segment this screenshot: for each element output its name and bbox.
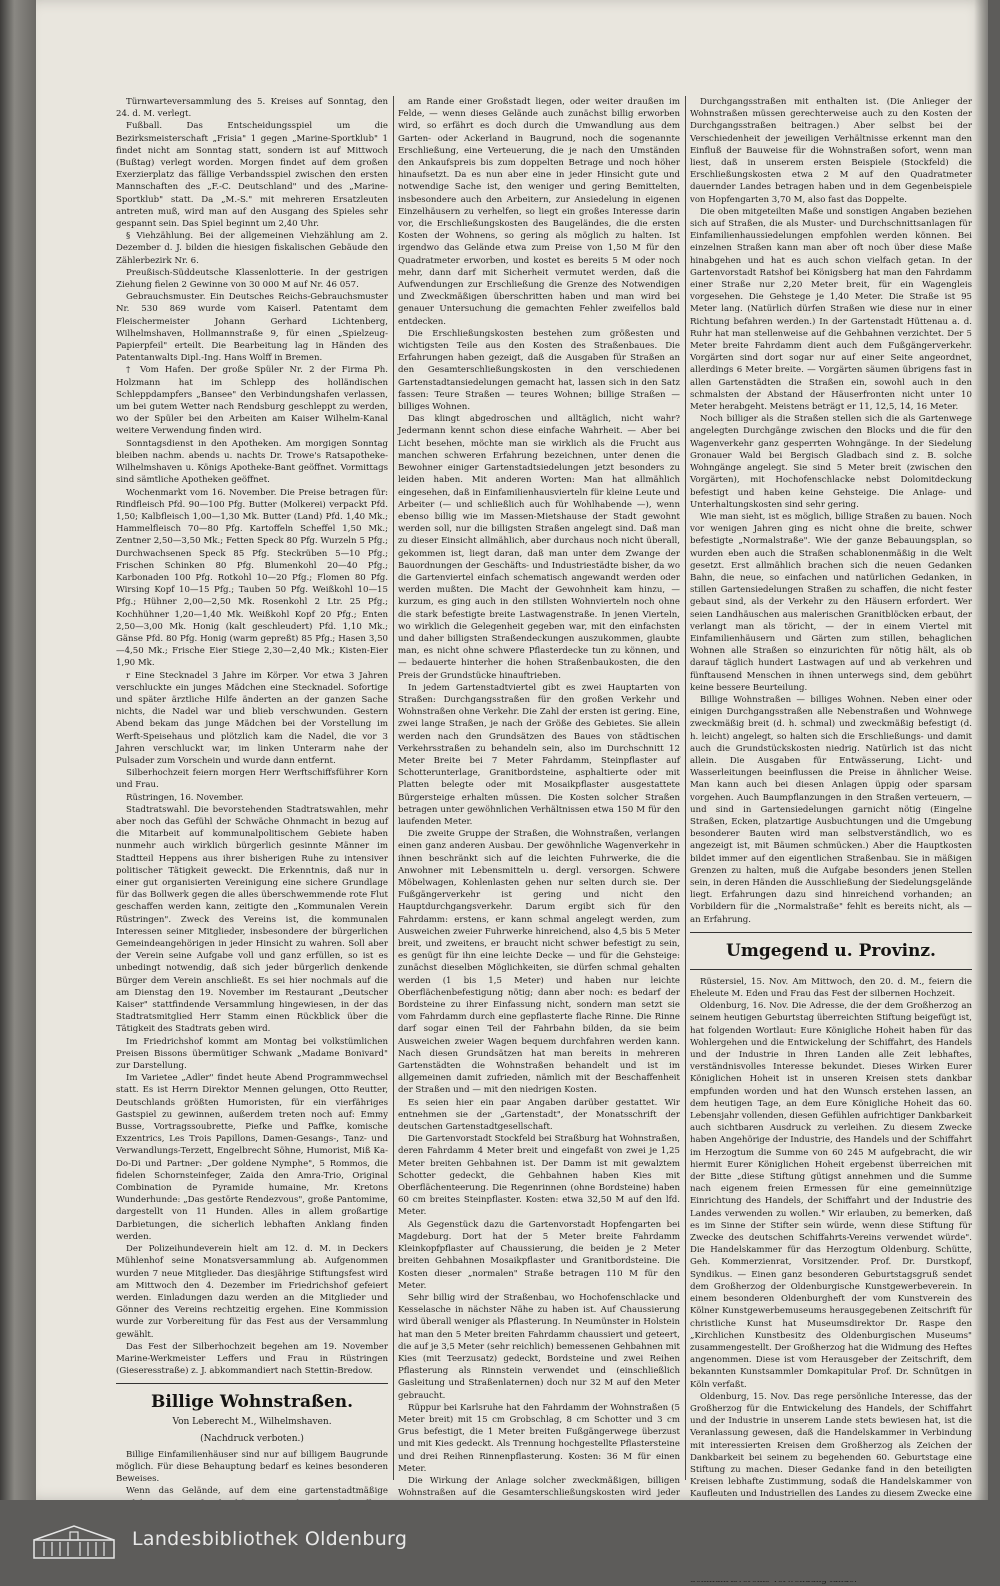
paragraph: Rüppur bei Karlsruhe hat den Fahrdamm der Wohnstraßen (5 Meter breit) mit 15 cm Grobschlag, 8 cm Schotter und 3 cm Grus befestigt, die 1 Meter breiten Fußgängerwege überzust und mit Kies gedeckt. Als Trennung hochgestellte Pflastersteine und drei Reihen Rinnenpflasterung. Kosten: 36 M für einen Meter.: [398, 1402, 680, 1474]
article-title: Billige Wohnstraßen.: [151, 1392, 353, 1413]
column-rule-2: [685, 96, 686, 1480]
column-3: [690, 96, 972, 1500]
column-rule-1: [393, 96, 394, 1480]
paragraph: Oldenburg, 15. Nov. Das rege persönliche Interesse, das der Großherzog für die Entwickelung des Handels, der Schiffahrt und der Industrie in unserem Lande stets bewiesen hat, ist die Veranlassung gewesen, daß die Handelskammer in Verbindung mit interessierten Kreisen dem Großherzog als Zeichen der Dankbarkeit bei seinem zu begehenden 60. Geburtstage eine Stiftung zu machen. Dieser Gedanke fand in den beteiligten Kreisen lebhafte Zustimmung, sodaß die Handelskammer von Kaufleuten und Industriellen des Landes zu diesem Zwecke eine: [690, 1391, 972, 1500]
paragraph: Billige Wohnstraßen — billiges Wohnen. Neben einer oder einigen Durchgangsstraßen alle Nebenstraßen und Wohnwege zweckmäßig breit (d. h. schmal) und zweckmäßig befestigt (d. h. leicht) angelegt, so halten sich die Erschließungs- und damit auch die Grundstückskosten niedrig. Natürlich ist das nicht allein. Die Ausgaben für Entwässerung, Licht- und Wasserleitungen beeinflussen die Preise in ähnlicher Weise. Man kann auch bei diesen Anlagen üppig oder sparsam vorgehen. Auch Baumpflanzungen in den Straßen verteuern, — und sind in Gartensiedelungen garnicht nötig (Eingelne Straßen, Ecken, platzartige Ausbuchtungen und die Umgebung besonderer Bauten wird man selbstverständlich, wo es angezeigt ist, mit Bäumen schmücken.) Aber die Hauptkosten bildet immer auf den eigentlichen Straßenbau. Sie in mäßigen Grenzen zu halten, muß die Aufgabe besonders jenen Stellen sein, in deren Händen die Ausschließung der Siedelungsgelände liegt. Erfahrungen dazu sind hinreichend vorhanden; an Vorbildern für die „Normalstraße" fehlt es bereits nicht, als — an Erfahrung.: [690, 694, 972, 925]
paragraph: Gebrauchsmuster. Ein Deutsches Reichs-Gebrauchsmuster Nr. 530 869 wurde vom Kaiserl. Patentamt dem Fleischermeister Johann Gerhard Lichtenberg, Wilhelmshaven, Hollmannstraße 9, für einen „Spielzeug-Papierpfeil" erteilt. Die Bearbeitung lag in Händen des Patentanwalts Dipl.-Ing. Hans Wolff in Bremen.: [116, 292, 388, 364]
paragraph: Die Wirkung der Anlage solcher zweckmäßigen, billigen Wohnstraßen auf die Gesamterschließungskosten wird jeder: [398, 1475, 680, 1499]
paragraph: Rüstringen, 16. November.: [126, 792, 244, 803]
paragraph: Es seien hier ein paar Angaben darüber gestattet. Wir entnehmen sie der „Gartenstadt", der Monatsschrift der deutschen Gartenstadtgesellschaft.: [398, 1097, 680, 1133]
paragraph: † Vom Hafen. Der große Spüler Nr. 2 der Firma Ph. Holzmann hat im Schlepp des holländischen Schleppdampfers „Bansee" den Verbindungshafen verlassen, um bei gutem Wetter nach Rendsburg geschleppt zu werden, wo der Spüler bei den Arbeiten am Kaiser Wilhelm-Kanal weitere Verwendung finden wird.: [116, 365, 388, 437]
scan-edge: [0, 0, 36, 1500]
paragraph: Die Erschließungskosten bestehen zum größesten und wichtigsten Teile aus den Kosten des Straßenbaues. Die Erfahrungen haben gezeigt, daß die Ausgaben für Straßen an den Gesamterschließungskosten in den verschiedenen Gartenstadtansiedelungen gemacht hat, lassen sich in den Satz fassen: Teure Straßen — teures Wohnen; billige Straßen — billiges Wohnen.: [398, 328, 680, 413]
section-divider-2: [690, 969, 972, 970]
article-note: (Nachdruck verboten.): [200, 1433, 304, 1444]
library-building-logo-icon: [32, 1522, 116, 1560]
paragraph: Im Varietee „Adler" findet heute Abend Programmwechsel statt. Es ist Herrn Direktor Mennen gelungen, Otto Reutter, Deutschlands größten Humoristen, für ein vierfähriges Gastspiel zu gewinnen, außerdem treten noch auf: Emmy Busse, Vortragssoubrette, Piefke und Paffke, komische Exzentrics, Les Trois Papillons, Damen-Gesangs-, Tanz- und Verwandlungs-Terzett, Engelbrecht Söhne, Humorist, Miß Ka-Do-Di und Partner: „Der goldene Nymphe", 5 Rommos, die fidelen Schornsteinfeger, Zaida den Amra-Trio, Original Combination de Pyramide humaine, Mr. Kretons Wunderhunde: „Das gestörte Rendezvous", große Pantomime, dargestellt von 11 Hunden. Alles in allem großartige Darbietungen, die sicherlich lebhaften Anklang finden werden.: [116, 1073, 388, 1242]
paragraph: Silberhochzeit feiern morgen Herr Werftschiffsführer Korn und Frau.: [116, 768, 388, 791]
column-3b-paragraphs: [690, 976, 972, 1586]
column-2: [398, 96, 680, 1499]
paragraph: Die zweite Gruppe der Straßen, die Wohnstraßen, verlangen einen ganz anderen Ausbau. Der gewöhnliche Wagenverkehr in ihnen beschränkt sich auf die leichten Fuhrwerke, die die Anwohner mit Lebensmitteln u. dergl. versorgen. Schwere Möbelwagen, Kohlenlasten gehen nur selten durch sie. Der Fußgängerverkehr ist gering und nicht den Hauptdurchgangsverkehr. Darum ergibt sich für den Fahrdamm: erstens, er kann schmal angelegt werden, zum Ausweichen zweier Fuhrwerke hinreichend, also 4,5 bis 5 Meter breit, und zweitens, er braucht nicht schwer befestigt zu sein, es genügt für ihn eine leichte Decke — und für die Gehsteige: zunächst dieselben Möglichkeiten, sie dürfen schmal gehalten werden (1 bis 1,5 Meter) und haben nur leichte Oberflächenbefestigung nötig; dann aber noch: es bedarf der Bordsteine zu ihrer Einfassung nicht, sondern man setzt sie vom Fahrdamm durch eine gepflasterte flache Rinne. Die Rinne darf sogar einen Teil der Fahrbahn bilden, da sie beim Ausweichen zweier Wagen bequem durchfahren werden kann. Nach diesen Grundsätzen hat man bereits in mehreren Gartenstädten die Wohnstraßen behandelt und ist im allgemeinen damit zufrieden, nämlich mit der Beschaffenheit der Straßen und — mit den niedrigen Kosten.: [398, 829, 680, 1096]
paragraph: Durchgangsstraßen mit enthalten ist. (Die Anlieger der Wohnstraßen müssen gerechterweise auch zu den Kosten der Durchgangsstraßen beitragen.) Aber selbst bei der Verschiedenheit der jeweiligen Verhältnisse erkennt man den Einfluß der Bauweise für die Wohnstraßen sofort, wenn man liest, daß in unserem ersten Beispiele (Stockfeld) die Erschließungskosten etwa 2 M auf den Quadratmeter dauernder Landes betragen haben und in dem Gegenbeispiele von Hopfengarten 3,70 M, also fast das Doppelte.: [690, 97, 972, 205]
paragraph: Sehr billig wird der Straßenbau, wo Hochofenschlacke und Kesselasche in nächster Nähe zu haben ist. Auf Chaussierung wird überall weniger als Pflasterung. In Neumünster in Holstein hat man den 5 Meter breiten Fahrdamm chaussiert und geteert, die auf je 3,5 Meter (sehr reichlich) bemessenen Gehbahnen mit Kies (mit Teerzusatz) gedeckt, Bordsteine und zwei Reihen Pflasterung als Rinnstein verwendet und (einschließlich Gasleitung und Straßenlaternen) doch nur 32 M auf den Meter gebraucht.: [398, 1292, 680, 1401]
article-byline: Von Leberecht M., Wilhelmshaven.: [172, 1417, 332, 1428]
paragraph: Das klingt abgedroschen und alltäglich, nicht wahr? Jedermann kennt schon diese einfache Wahrheit. — Aber bei Licht besehen, möchte man sie wirklich als die Frucht aus manchen schweren Erfahrung bezeichnen, unter denen die Bewohner einiger Gartenstadtsiedelungen jetzt besonders zu leiden haben. Mit anderen Worten: Man hat allmählich eingesehen, daß in Einfamilienhausvierteln für kleine Leute und Arbeiter (— und schließlich auch für Wohlhabende —), wenn ebenso billig wie im Massen-Mietshause der Stadt gewohnt werden soll, nur die billigsten Straßen angelegt sind. Daß man zu dieser Einsicht allmählich, aber durchaus noch nicht überall, gekommen ist, liegt daran, daß man unter dem Zwange der Bauordnungen der Geschäfts- und Industriestädte bisher, da wo die Gartenviertel einfach schematisch angewandt werden oder werden mußten. Die Macht der Gewohnheit kam hinzu, — kurzum, es ging auch in den stillsten Wohnvierteln noch ohne die stark befestigte breite Lastwagenstraße. In jenen Vierteln, wo wirklich die Gelegenheit gegeben war, mit den einfachsten und daher billigsten Straßendeckungen auszukommen, glaubte man, es nicht ohne schwere Pflasterdecke tun zu können, und — bedauerte hinterher die hohen Straßenbaukosten, die den Preis der Grundstücke hinauftrieben.: [398, 414, 680, 681]
paragraph: Wenn das Gelände, auf dem eine gartenstadtmäßige: [126, 1486, 388, 1497]
library-brand-link[interactable]: Landesbibliothek Oldenburg: [132, 1528, 408, 1550]
paragraph: Billige Einfamilienhäuser sind nur auf billigem Baugrunde möglich. Für diese Behauptung bedarf es keines besonderen Beweises.: [116, 1449, 388, 1485]
column-1: [116, 96, 388, 1497]
paragraph: Fußball. Das Entscheidungsspiel um die Bezirksmeisterschaft „Frisia" 1 gegen „Marine-Sportklub" 1 findet nicht am Sonntag statt, sondern ist auf Mittwoch (Bußtag) verlegt worden. Morgen findet auf dem großen Exerzierplatz das fällige Verbandsspiel zwischen den ersten Mannschaften des „F.-C. Deutschland" und des „Marine-Sportklub" statt. Da „M.-S." mit mehreren Ersatzleuten antreten muß, wird man auf den Ausgang des Spieles sehr gespannt sein. Das Spiel beginnt um 2,40 Uhr.: [116, 121, 388, 230]
section-title: Umgegend u. Provinz.: [726, 940, 936, 961]
paragraph: Rüstersiel, 15. Nov. Am Mittwoch, den 20. d. M., feiern die Eheleute M. Eden und Frau das Fest der silbernen Hochzeit.: [690, 976, 972, 1000]
paragraph: In jedem Gartenstadtviertel gibt es zwei Hauptarten von Straßen: Durchgangsstraßen für den großen Verkehr und Wohnstraßen ohne Verkehr. Die Zahl der ersten ist gering. Eine, zwei lange Straßen, je nach der Größe des Gebietes. Sie allein werden nach den Grundsätzen des Baues von städtischen Verkehrsstraßen zu behandeln sein, also im Durchschnitt 12 Meter Breite bei 7 Meter Fahrdamm, Steinpflaster auf Schotterunterlage, Granitbordsteine, asphaltierte oder mit Platten belegte oder mit Mosaikpflaster ausgestattete Bürgersteige erhalten müssen. Die Kosten solcher Straßen betragen unter gewöhnlichen Verhältnissen etwa 150 M für den laufenden Meter.: [398, 682, 680, 827]
paragraph: Wochenmarkt vom 16. November. Die Preise betragen für: Rindfleisch Pfd. 90—100 Pfg. Butter (Molkerei) verpackt Pfd. 1,50; Kalbfleisch 1,00—1,30 Mk. Butter (Land) Pfd. 1,40 Mk.; Hammelfleisch 70—80 Pfg. Kartoffeln Scheffel 1,50 Mk.; Zentner 2,50—3,50 Mk.; Fetten Speck 80 Pfg. Wurzeln 5 Pfg.; Durchwachsenen Speck 85 Pfg. Steckrüben 5—10 Pfg.; Frischen Schinken 80 Pfg. Blumenkohl 20—40 Pfg.; Karbonaden 100 Pfg. Rotkohl 10—20 Pfg.; Flomen 80 Pfg. Wirsing Kopf 10—15 Pfg.; Tauben 50 Pfg. Weißkohl 10—15 Pfg.; Hühner 2,00—2,50 Mk. Rosenkohl 2 Ltr. 25 Pfg.; Kochhühner 1,20—1,40 Mk. Weißkohl Kopf 20 Pfg.; Enten 2,50—3,00 Mk. Honig (kalt geschleudert) Pfd. 1,10 Mk.; Gänse Pfd. 80 Pfg. Honig (warm gepreßt) 85 Pfg.; Hasen 3,50—4,50 Mk.; Frische Eier Stiege 2,30—2,40 Mk.; Kisten-Eier 1,90 Mk.: [116, 487, 388, 669]
paragraph: Stadtratswahl. Die bevorstehenden Stadtratswahlen, mehr aber noch das Gefühl der Schwäche Ohnmacht in bezug auf die Mitarbeit auf kommunalpolitischem Gebiete haben nunmehr auch wirklich bürgerlich gesinnte Männer im Stadtteil Heppens aus ihrer bisherigen Ruhe zu intensiver politischer Tätigkeit geweckt. Die Erkenntnis, daß nur in einer gut organisierten Vereinigung eine sichere Grundlage für das Bollwerk gegen die alles überschwemmende rote Flut geschaffen werden kann, zeitigte den „Kommunalen Verein Rüstringen". Zweck des Vereins ist, die kommunalen Interessen seiner Mitglieder, insbesondere der bürgerlichen Gemeindeangehörigen in jeder Hinsicht zu wahren. Soll aber der Verein seine Aufgabe voll und ganz erfüllen, so ist es unbedingt notwendig, daß sich jeder bürgerlich denkende Bürger dem Verein anschließt. Es sei hier nochmals auf die am Dienstag den 19. November im Restaurant „Deutscher Kaiser" stattfindende Versammlung hingewiesen, in der das Stadtratsmitglied Herr Stamm einen Rückblick über die Tätigkeit des Stadtrats geben wird.: [116, 804, 388, 1035]
paragraph: Die Gartenvorstadt Stockfeld bei Straßburg hat Wohnstraßen, deren Fahrdamm 4 Meter breit und eingefaßt von zwei je 1,25 Meter breiten Gehbahnen ist. Der Damm ist mit gewalztem Schotter gedeckt, die Gehbahnen haben Kies mit Oberflächenteerung. Die Regenrinnen (ohne Bordsteine) haben 60 cm breites Steinpflaster. Kosten: etwa 32,50 M auf den lfd. Meter.: [398, 1134, 680, 1218]
paragraph: Preußisch-Süddeutsche Klassenlotterie. In der gestrigen Ziehung fielen 2 Gewinne von 30 000 M auf Nr. 46 057.: [116, 267, 388, 291]
paragraph: am Rande einer Großstadt liegen, oder weiter draußen im Felde, — wenn dieses Gelände auch zunächst billig erworben wird, so erfährt es doch durch die Umwandlung aus dem Garten- oder Ackerland in Baugrund, noch die sogenannte Erschließung, eine Verteuerung, die je nach den Umständen den Ankaufspreis bis zum doppelten Betrage und noch höher hinaufsetzt. Da es nun aber eine in jeder Hinsicht gute und notwendige Sache ist, den weniger und gering Bemittelten, insbesondere auch den Arbeitern, zur Ansiedelung in eigenen Einzelhäusern zu verhelfen, so liegt ein großes Interesse darin vor, die Erschließungskosten des Baugeländes, die die ersten Kosten der Wohnens, so gering als möglich zu halten. Ist irgendwo das Gelände etwa zum Preise von 1,50 M für den Quadratmeter erworben, und kostet es bereits 5 M oder noch mehr, dann darf mit Sicherheit vermutet werden, daß die Aufwendungen zur Erschließung die Grenze des Notwendigen und Zweckmäßigen überschritten haben und man wird bei genauer Untersuchung die gemachten Fehler zweifellos bald entdecken.: [398, 97, 680, 327]
paragraph: Die oben mitgeteilten Maße und sonstigen Angaben beziehen sich auf Straßen, die als Muster- und Durchschnittsanlagen für Einfamilienhaussiedelungen empfohlen werden können. Bei einzelnen Straßen kann man aber oft noch über diese Maße hinabgehen und hat es auch schon vielfach getan. In der Gartenvorstadt Ratshof bei Königsberg hat man den Fahrdamm einer Straße nur 2,20 Meter breit, für ein Wagengleis vorgesehen. Die Gehstege je 1,40 Meter. Die Straße ist 95 Meter lang. (Natürlich dürfen Straßen wie diese nur in einer Richtung befahren werden.) In der Gartenstadt Hüttenau a. d. Ruhr hat man stellenweise auf die Gehbahnen verzichtet. Der 5 Meter breite Fahrdamm dient auch dem Fußgängerverkehr. Vorgärten sind dort sogar nur auf einer Seite angeordnet, allerdings 6 Meter breite. — Vorgärten säumen übrigens fast in allen Gartenstädten die Straßen ein, sowohl auch in den schmalsten der Abstand der Häuserfronten nicht unter 10 Meter herabgeht. Meistens beträgt er 11, 12,5, 14, 16 Meter.: [690, 206, 972, 413]
paragraph: Im Friedrichshof kommt am Montag bei volkstümlichen Preisen Bissons übermütiger Schwank „Madame Bonivard" zur Darstellung.: [116, 1036, 388, 1072]
paragraph: Türnwarteversammlung des 5. Kreises auf Sonntag, den 24. d. M. verlegt.: [116, 97, 388, 120]
paragraph: Oldenburg, 16. Nov. Die Adresse, die der dem Großherzog an seinem heutigen Geburtstag überreichten Stiftung beigefügt ist, hat folgenden Wortlaut: Eure Königliche Hoheit haben für das Wohlergehen und die Entwickelung der Schiffahrt, des Handels und der Industrie in Ihren Landen alle Zeit lebhaftes, verständnisvolles Interesse bekundet. Dieses Wirken Eurer Königlichen Hoheit ist in unseren Kreisen stets dankbar empfunden worden und hat den Wunsch erstehen lassen, an dem heutigen Tage, an dem Eure Königliche Hoheit das 60. Lebensjahr vollenden, diesen Gefühlen aufrichtiger Dankbarkeit auch sichtbaren Ausdruck zu verleihen. Zu diesem Zwecke haben Angehörige der Industrie, des Handels und der Schiffahrt im Herzogtum die Summe von 60 245 M aufgebracht, die wir hiermit Eurer Königlichen Hoheit ergebenst überreichen mit der Bitte „diese Stiftung gütigst annehmen und die Summe nach eigenem freien Ermessen für eine gemeinnützige Einrichtung des Handels, der Schiffahrt und der Industrie des Landes verwenden zu wollen." Wir erlauben, zu bemerken, daß es im Sinne der Stifter sein würde, wenn diese Stiftung für Zwecke des deutschen Schiffahrts-Vereins verwendet würde". Die Handelskammer für das Herzogtum Oldenburg. Schütte, Geh. Kommerzienrat, Vorsitzender. Prof. Dr. Durstkopf, Syndikus. — Einen ganz besonderen Geburtstagsgruß sendet dem Großherzog der Oldenburgische Kunstgewerbeverein. In einem besonderen Oldenburgheft der vom Kunstverein des Kölner Kunstgewerbemuseums herausgegebenen Zeitschrift für christliche Kunst hat Museumsdirektor Dr. Raspe den „Kirchlichen Kunstbesitz des Oldenburgischen Museums" zusammengestellt. Der Großherzog hat die Widmung des Heftes angenommen. Diese ist vom Herausgeber der Zeitschrift, dem bekannten Kunstsammler Domkapitular Prof. Dr. Schnütgen in Köln verfaßt.: [690, 1001, 972, 1390]
paragraph: Das Fest der Silberhochzeit begehen am 19. November Marine-Werkmeister Leffers und Frau in Rüstringen (Gieseresstraße) z. J. abkommandiert nach Stettin-Bredow.: [116, 1341, 388, 1377]
column-1-paragraphs: [116, 96, 388, 1377]
column-2-paragraphs: [398, 96, 680, 1573]
paragraph: Wie man sieht, ist es möglich, billige Straßen zu bauen. Noch vor wenigen Jahren ging es nicht ohne die breite, schwer befestigte „Normalstraße". Wie der ganze Bebauungsplan, so wurden eben auch die Straßen schablonenmäßig in die Welt gesetzt. Erst allmählich brachen sich die neuen Gedanken Bahn, die neue, so einfachen und natürlichen Gedanken, in stillen Gartensiedelungen Straßen zu schaffen, die nicht fester gebaut sind, als der Verkehr zu den Häusern erfordert. Wer seien Landhäuschen aus malerischen Granitblöcken erbaut, der verlangt man als töricht, — der in einem Viertel mit Einfamilienhäusern und Gärten zum stillen, behaglichen Wohnen alle Straßen so einzurichten für nötig hält, als ob darauf täglich hundert Lastwagen auf und ab verkehren und fünftausend Menschen in ihnen unterwegs sind, dem gebührt keine bessere Beurteilung.: [690, 511, 972, 693]
column-3-paragraphs: [690, 96, 972, 926]
paragraph: Sonntagsdienst in den Apotheken. Am morgigen Sonntag bleiben nachm. abends u. nachts Dr. Trowe's Ratsapotheke-Wilhelmshaven u. Königs Apotheke-Bant geöffnet. Vormittags sind sämtliche Apotheken geöffnet.: [116, 438, 388, 486]
paragraph: Noch billiger als die Straßen stellen sich die als Gartenwege angelegten Durchgänge zwischen den Blocks und die für den Wagenverkehr ganz gesperrten Wohngänge. In der Siedelung Gronauer Wald bei Bergisch Gladbach sind z. B. solche Wohngänge angelegt. Sie sind 5 Meter breit (zwischen den Vorgärten), mit Hochofenschlacke nebst Dolomitdeckung befestigt und haben keine Gehsteige. Die Anlage- und Unterhaltungskosten sind sehr gering.: [690, 414, 972, 510]
paragraph: § Viehzählung. Bei der allgemeinen Viehzählung am 2. Dezember d. J. bilden die hiesigen fiskalischen Gebäude den Zählerbezirk Nr. 6.: [116, 231, 388, 266]
section-divider: [690, 932, 972, 933]
paragraph: Als Gegenstück dazu die Gartenvorstadt Hopfengarten bei Magdeburg. Dort hat der 5 Meter breite Fahrdamm Kleinkopfpflaster auf Chaussierung, die beiden je 2 Meter breiten Gehbahnen Mosaikpflaster und Granitbordsteine. Die Kosten dieser „normalen" Straße betragen 110 M für den Meter.: [398, 1219, 680, 1291]
article-divider: [116, 1383, 388, 1384]
paragraph: Der Polizeihundeverein hielt am 12. d. M. in Deckers Mühlenhof seine Monatsversammlung ab. Aufgenommen wurden 7 neue Mitglieder. Das diesjährige Stiftungsfest wird am Mittwoch den 4. Dezember im Friedrichshof gefeiert werden. Einladungen dazu werden an die Mitglieder und Gönner des Vereins rechtzeitig ergehen. Eine Kommission wurde zur Vorbereitung für das Fest aus der Versammlung gewählt.: [116, 1244, 388, 1340]
paragraph: r Eine Stecknadel 3 Jahre im Körper. Vor etwa 3 Jahren verschluckte ein junges Mädchen eine Stecknadel. Sofortige und später ärztliche Hilfe änderten an der ganzen Sache nichts, die Nadel war und blieb verschwunden. Gestern Abend bekam das junge Mädchen bei der Vorstellung im Werft-Speisehaus und plötzlich kam die Nadel, die vor 3 Jahren verschluckt war, im linken Unterarm nahe der Pulsader zum Vorschein und wurde dann entfernt.: [116, 670, 388, 766]
